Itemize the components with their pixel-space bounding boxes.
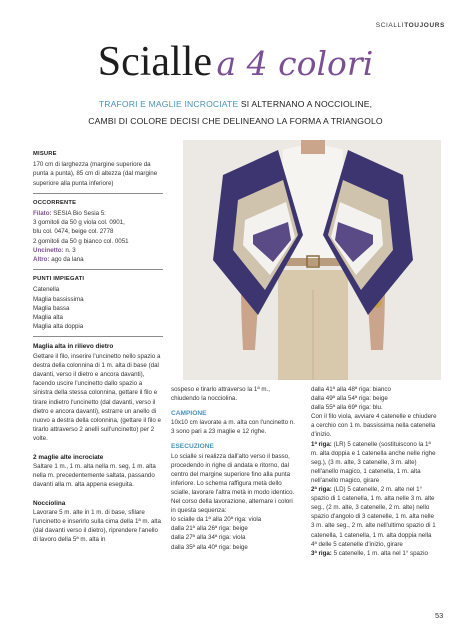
stitch-text: Gettare il filo, inserire l'uncinetto nello spazio a destra della colonnina di 1 m. alta di base (dal davanti, verso il dietro e ancora davanti), facendo uscire l'uncinetto dallo spazio a sinistra della stessa colonnina, gettare il filo e tirare indietro l'uncinetto (dal davanti, verso il dietro e ancora davanti), estrarre un anello di nuovo a destra della colonnina, (gettare il filo e tirarlo attraverso 2 anelli sull'uncinetto) per 2 volte. [33,352,161,443]
stitch-block [33,499,163,545]
row-1 [311,440,437,485]
punto-item: Maglia alta doppia [33,323,84,331]
divider [33,193,163,194]
yarn-line-3: blu col. 0474, beige col. 2778 [33,228,114,236]
subtitle-line-1-rest: SI ALTERNANO A NOCCIOLINE, [238,99,373,109]
stitch-title: Nocciolina [33,499,66,507]
punto-item: Catenella [33,286,60,294]
esecuzione-heading: ESECUZIONE [171,443,214,451]
middle-column [171,385,297,552]
uncinetto-label: Uncinetto: [33,246,64,254]
right-column [311,385,437,558]
row-2 [311,485,437,549]
punto-item: Maglia bassissima [33,295,84,303]
punti-heading: PUNTI IMPIEGATI [33,276,85,283]
subtitle-highlight: TRAFORI E MAGLIE INCROCIATE [98,99,239,109]
shawl-illustration [183,140,441,380]
esecuzione-text-1: Lo scialle si realizza dall'alto verso il basso, procedendo in righe di andata e ritorno, dal centro del margine superiore fino alla punta inferiore. Lo schema raffigura metà dello scialle, lavorare l'altra metà in modo identico. [171,452,295,496]
filato-line [33,209,163,218]
stitch-text: Saltare 1 m., 1 m. alta nella m. seg, 1 m. alta nella m. precedentemente saltata, passando davanti alla m. alta appena eseguita. [33,462,156,489]
sequence-item: dalla 55ª alla 69ª riga: blu. [311,404,383,412]
sequence-item: dalla 49ª alla 54ª riga: beige [311,395,388,403]
section-label: SCIALLI [375,22,405,29]
uncinetto-value: n. 3 [63,246,76,254]
campione-text: 10x10 cm lavorate a m. alta con l'uncinetto n. 3 sono pari a 23 maglie e 12 righe. [171,419,295,436]
section-label-bold: TOUJOURS [404,22,445,29]
shawl-photo [183,140,441,380]
title-accent: a 4 colori [216,44,374,83]
altro-label: Altro: [33,256,50,264]
row-label: 1ª riga: [311,440,332,448]
sequence-item: dalla 21ª alla 26ª riga: beige [171,525,248,533]
yarn-line-4: 2 gomitoli da 50 g bianco col. 0051 [33,237,129,245]
filato-label: Filato: [33,210,52,218]
sequence-item: dalla 35ª alla 40ª riga: beige [171,543,248,551]
row-text: 5 catenelle, 1 m. alta nel 1° spazio [331,549,428,557]
divider [33,336,163,337]
altro-line [33,255,163,264]
stitch-block [33,342,163,443]
stitch-text: Lavorare 5 m. alte in 1 m. di base, sfilare l'uncinetto e inserirlo sulla cima della 1ª m. alta (dal davanti verso il dietro), riprendere l'anello di lavoro della 5ª m. alta in [33,508,161,544]
sequence-item: dalla 27ª alla 34ª riga: viola [171,534,246,542]
left-column [33,150,163,554]
esecuzione-text-2: Nel corso della lavorazione, alternare i colori in questa sequenza: [171,498,293,515]
sequence-item: lo scialle da 1ª alla 20ª riga: viola [171,516,262,524]
row-text: (LD) 5 catenelle, 2 m. alte nel 1° spazio di 1 catenella, 1 m. alta nelle 3 m. alte seg., (2 m. alte, 3 catenelle, 2 m. alte) nello spazio d'angolo di 3 catenelle, 1 m. alta nelle 3 m. alte seg., 2 m. alte nell'ultimo spazio di 1 catenella, 1 catenella, 1 m. alta doppia nella 4ª delle 5 catenelle d'inizio, girare [311,486,436,548]
yarn-line-2: 3 gomitoli da 50 g viola col. 0901, [33,219,125,227]
stitch-block [33,453,163,490]
subtitle [0,96,471,130]
misure-heading: MISURE [33,151,57,157]
divider [33,269,163,270]
subtitle-line-1 [0,96,471,113]
row-text: (LR) 5 catenelle (sostituiscono la 1ª m. alta doppia e 1 catenella anche nelle righe seg.), (3 m. alte, 3 catenelle, 3 m. alte) nell'anello magico, 1 catenella, 1 m. alta nell'anello magico, girare [311,440,436,484]
uncinetto-line [33,246,163,255]
row-label: 2ª riga: [311,486,332,494]
campione-heading: CAMPIONE [171,410,207,418]
row-label: 3ª riga: [311,549,332,557]
punto-item: Maglia alta [33,314,63,322]
title-main: Scialle [97,39,213,85]
page-number: 53 [435,611,444,620]
altro-value: ago da lana [49,256,84,264]
page-title [0,38,471,86]
intro-text: Con il filo viola, avviare 4 catenelle e chiudere a cerchio con 1 m. bassissima nella catenella d'inizio. [311,413,437,439]
stitch-title: 2 maglie alte incrociate [33,453,104,461]
occorrente-heading: OCCORRENTE [33,199,77,206]
row-3 [311,549,437,558]
stitch-title: Maglia alta in rilievo dietro [33,343,114,351]
misure-text: 170 cm di larghezza (margine superiore da punta a punta), 85 cm di altezza (dal margine superiore alla punta inferiore) [33,161,158,187]
subtitle-line-2: CAMBI DI COLORE DECISI CHE DELINEANO LA FORMA A TRIANGOLO [88,116,383,126]
sequence-item: dalla 41ª alla 48ª riga: bianco [311,386,391,393]
filato-value: SESIA Bio Sesia 5: [51,210,106,218]
punto-item: Maglia bassa [33,304,70,312]
section-header [376,22,445,29]
continued-text: sospeso e tirarlo attraverso la 1ª m., chiudendo la nocciolina. [171,386,270,403]
